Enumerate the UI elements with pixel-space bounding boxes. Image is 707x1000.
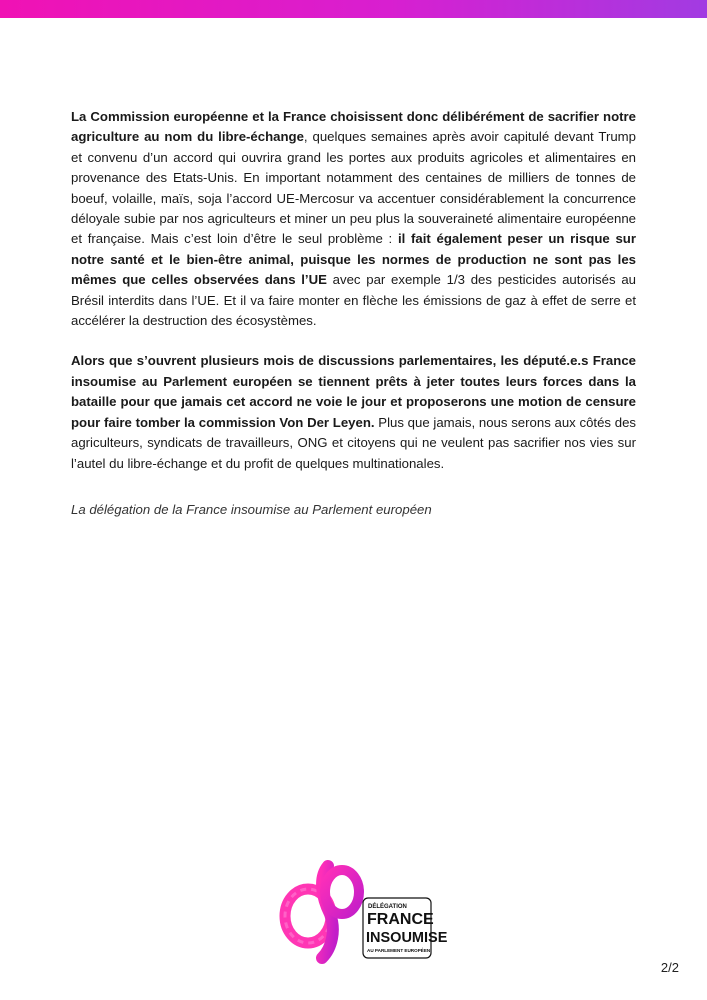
paragraph-2	[71, 351, 636, 473]
paragraph-1-text-2: avec par exemple 1/3 des pesticides autorisés au Brésil interdits dans l’UE. Et il va faire monter en flèche les émissions de gaz à effet de serre et accélérer la destruction des écosystèmes.	[71, 272, 636, 329]
paragraph-1	[71, 107, 636, 331]
logo-line-1: DÉLÉGATION	[368, 904, 407, 910]
paragraph-1-bold-2: il fait également peser un risque sur notre santé et le bien-être animal, puisque les normes de production ne sont pas les mêmes que celles observées dans l’UE	[71, 231, 636, 288]
top-gradient-bar	[0, 0, 707, 18]
logo-line-2: FRANCE	[367, 911, 434, 928]
paragraph-1-text-1: , quelques semaines après avoir capitulé devant Trump et convenu d’un accord qui ouvrira grand les portes aux produits agricoles et alimentaires en provenance des Etats-Unis. En important notamment des centaines de milliers de tonnes de boeuf, volaille, maïs, soja l’accord UE-Mercosur va accentuer considérablement la concurrence déloyale subie par nos agriculteurs et miner un peu plus la souveraineté alimentaire européenne et française. Mais c’est loin d’être le seul problème :	[71, 129, 636, 247]
logo-line-4: AU PARLEMENT EUROPÉEN	[367, 948, 431, 953]
logo-line-3: INSOUMISE	[366, 930, 448, 946]
document-body	[71, 107, 636, 540]
page-number: 2/2	[660, 960, 679, 975]
france-insoumise-logo	[278, 858, 448, 963]
logo-wordmark	[363, 898, 448, 958]
paragraph-2-text-1: Plus que jamais, nous serons aux côtés des agriculteurs, syndicats de travailleurs, ONG et citoyens qui ne veulent pas sacrifier nos vies sur l’autel du libre-échange et du profit de quelques multinationales.	[71, 414, 636, 471]
signature: La délégation de la France insoumise au Parlement européen	[71, 501, 432, 517]
paragraph-1-bold-1: La Commission européenne et la France choisissent donc délibérément de sacrifier notre agriculture au nom du libre-échange	[71, 109, 636, 145]
phi-symbol-icon	[285, 866, 359, 958]
paragraph-2-bold-1: Alors que s’ouvrent plusieurs mois de discussions parlementaires, les député.e.s France insoumise au Parlement européen se tiennent prêts à jeter toutes leurs forces dans la bataille pour que jamais cet accord ne voie le jour et proposerons une motion de censure pour faire tomber la commission Von Der Leyen.	[71, 353, 636, 430]
